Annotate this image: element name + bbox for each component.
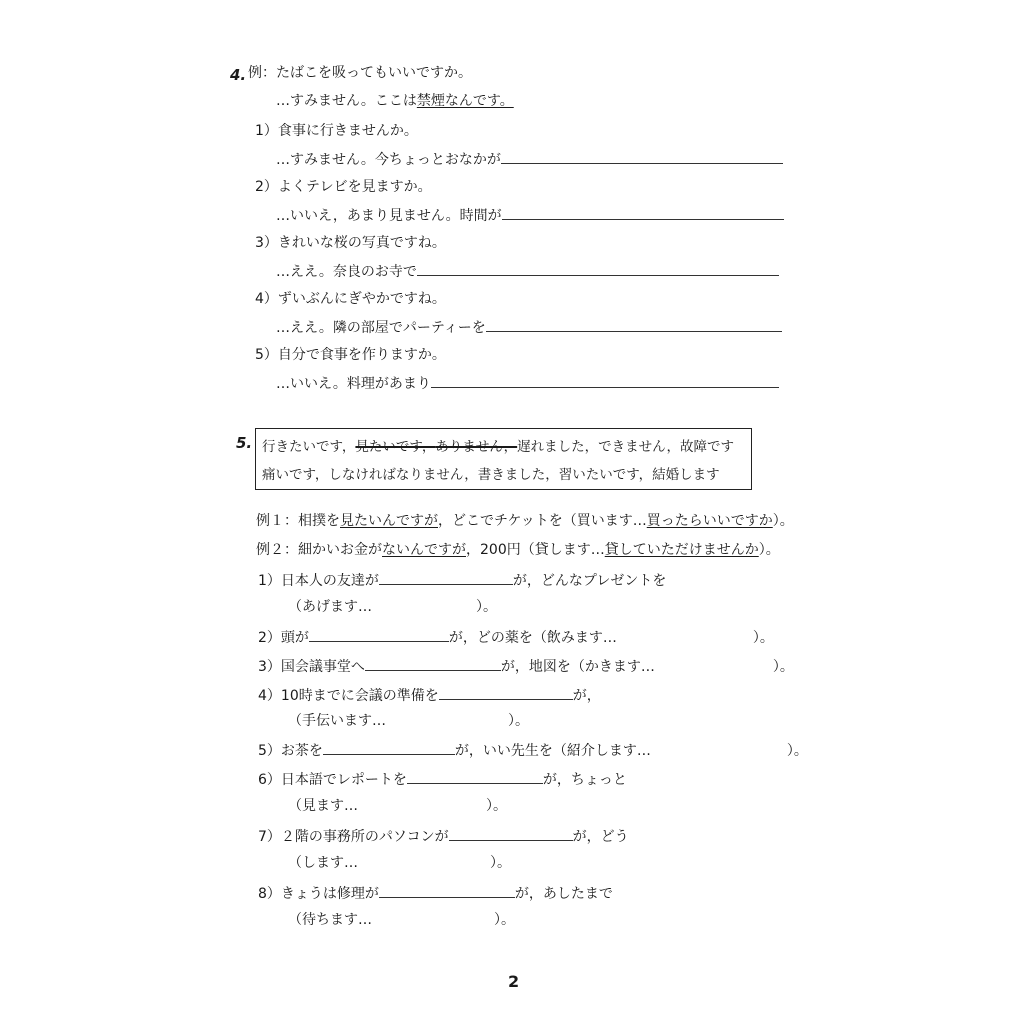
- section-4-example-answer: …すみません。ここは禁煙なんです。: [276, 93, 514, 109]
- section-4-example-question: 例：たばこを吸ってもいいですか。: [248, 65, 472, 81]
- s4-item-4-question: 4）ずいぶんにぎやかですね。: [255, 291, 446, 307]
- s4-item-5-question: 5）自分で食事を作りますか。: [255, 347, 446, 363]
- s5-item-4: 4）10時までに会議の準備を が，: [258, 685, 601, 705]
- answer-blank[interactable]: [309, 627, 449, 642]
- s5-item-6: 6）日本語でレポートを が，ちょっと: [258, 769, 627, 789]
- s4-item-5-answer: …いいえ。料理があまり: [276, 373, 779, 393]
- s5-item-1: 1）日本人の友達が が，どんなプレゼントを: [258, 570, 666, 590]
- s4-item-2-question: 2）よくテレビを見ますか。: [255, 179, 432, 195]
- section-4-number: 4.: [230, 66, 247, 84]
- answer-blank[interactable]: [449, 826, 573, 841]
- answer-blank[interactable]: [486, 317, 782, 332]
- answer-blank[interactable]: [365, 656, 501, 671]
- s4-item-4-answer: …ええ。隣の部屋でパーティーを: [276, 317, 782, 337]
- s5-item-4-paren: （手伝います… ）。: [288, 713, 529, 729]
- s5-item-6-paren: （見ます… ）。: [288, 798, 507, 814]
- answer-blank[interactable]: [502, 205, 784, 220]
- answer-blank[interactable]: [501, 149, 783, 164]
- s4-item-3-question: 3）きれいな桜の写真ですね。: [255, 235, 446, 251]
- answer-blank[interactable]: [417, 261, 779, 276]
- s4-item-1-question: 1）食事に行きませんか。: [255, 123, 418, 139]
- s5-item-7: 7）２階の事務所のパソコンが が，どう: [258, 826, 629, 846]
- word-box-row-2: 痛いです，しなければなりません，書きました，習いたいです，結婚します: [262, 467, 720, 483]
- s5-item-8-paren: （待ちます… ）。: [288, 912, 515, 928]
- answer-blank[interactable]: [323, 740, 455, 755]
- word-choice-box: [255, 428, 752, 490]
- used-word-mitai: 見たいです，: [355, 439, 436, 455]
- s5-example-2: 例２：細かいお金がないんですが，200円（貸します…貸していただけませんか）。: [256, 542, 780, 558]
- used-word-arimasen: ありません，: [435, 439, 518, 455]
- word-box-row-1: 行きたいです，見たいです，ありません，遅れました，できません，故障です: [262, 439, 734, 455]
- s5-example-1: 例１：相撲を見たいんですが，どこでチケットを（買います…買ったらいいですか）。: [256, 513, 794, 529]
- section-5-number: 5.: [236, 434, 253, 452]
- s5-item-2: 2）頭が が，どの薬を（飲みます… ）。: [258, 627, 774, 647]
- s5-item-8: 8）きょうは修理が が，あしたまで: [258, 883, 613, 903]
- s5-item-7-paren: （します… ）。: [288, 855, 511, 871]
- s5-item-1-paren: （あげます… ）。: [288, 599, 497, 615]
- example-answer-underlined: 禁煙なんです。: [416, 93, 514, 109]
- answer-blank[interactable]: [379, 570, 513, 585]
- s4-item-2-answer: …いいえ，あまり見ません。時間が: [276, 205, 784, 225]
- s4-item-3-answer: …ええ。奈良のお寺で: [276, 261, 779, 281]
- page-number: 2: [508, 972, 520, 991]
- answer-blank[interactable]: [379, 883, 515, 898]
- s5-item-5: 5）お茶を が，いい先生を（紹介します… ）。: [258, 740, 808, 760]
- answer-blank[interactable]: [439, 685, 573, 700]
- answer-blank[interactable]: [431, 373, 779, 388]
- answer-blank[interactable]: [407, 769, 543, 784]
- s4-item-1-answer: …すみません。今ちょっとおなかが: [276, 149, 783, 169]
- s5-item-3: 3）国会議事堂へ が，地図を（かきます… ）。: [258, 656, 794, 676]
